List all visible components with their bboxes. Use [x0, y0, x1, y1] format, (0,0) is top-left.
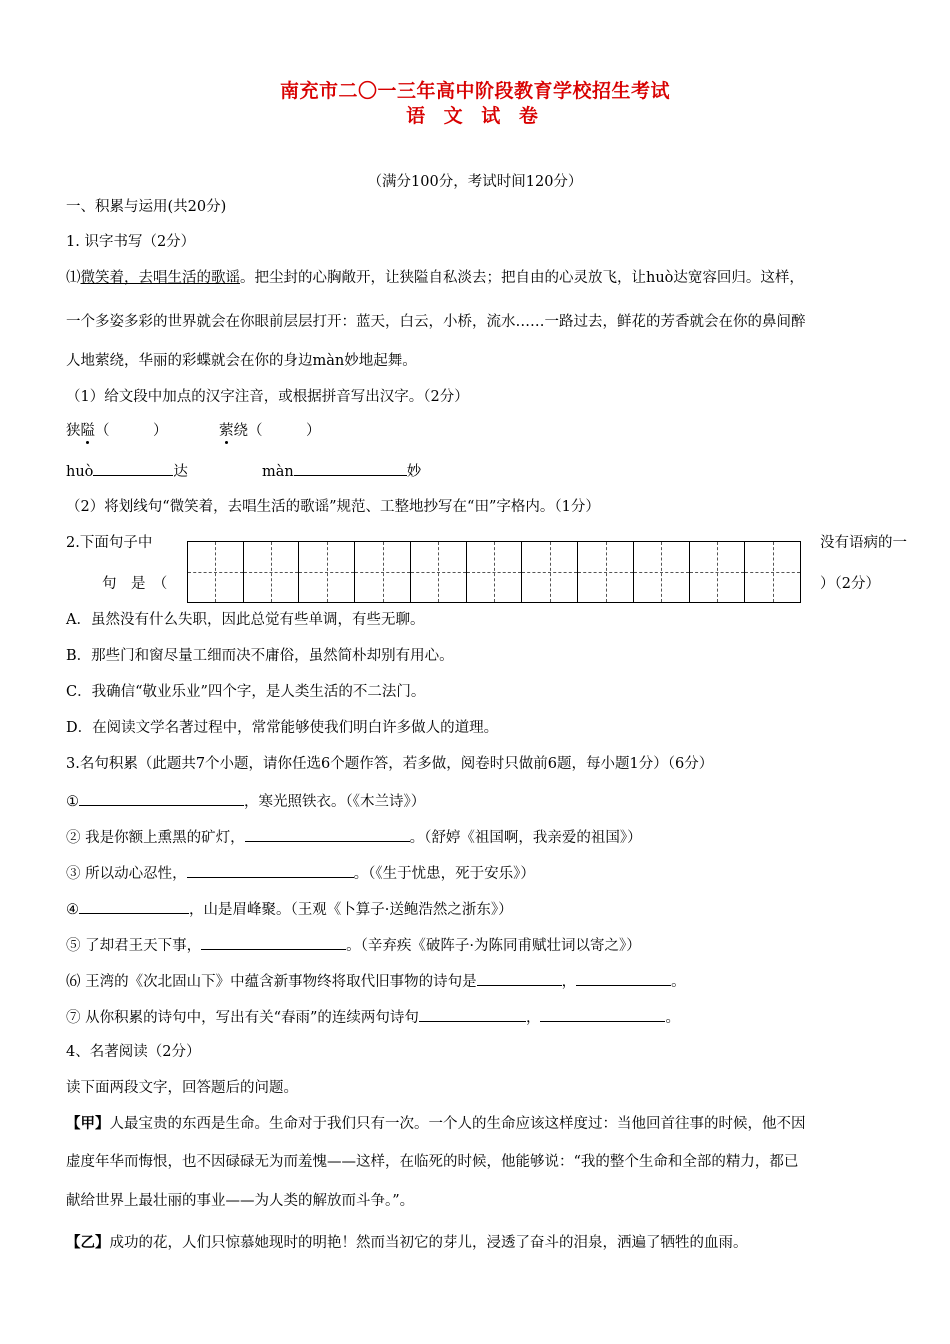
q3-item6-blank1[interactable]	[477, 970, 562, 986]
q3-item3-blank[interactable]	[187, 862, 354, 878]
grid-cell[interactable]	[522, 542, 578, 602]
q3-item7-end: 。	[665, 1010, 680, 1026]
grid-cell[interactable]	[411, 542, 467, 602]
q3-item5-blank[interactable]	[201, 934, 346, 950]
q3-item2-source: 。（舒婷《祖国啊，我亲爱的祖国》）	[409, 830, 642, 846]
pinyin2-suffix: 妙	[406, 464, 422, 480]
grid-cell[interactable]	[299, 542, 355, 602]
q3-item3-source: 。（《生于忧患，死于安乐》）	[353, 866, 535, 882]
q3-item2	[66, 826, 642, 848]
q3-item1	[66, 790, 425, 812]
word1-char1: 狭	[66, 423, 81, 439]
q3-item7-comma: ，	[525, 1010, 541, 1026]
word2-answer-blank[interactable]: （ ）	[248, 423, 321, 439]
q3-item2-text: ② 我是你额上熏黑的矿灯，	[66, 830, 245, 846]
q2-left2: 句 是 （	[102, 576, 168, 592]
grid-cell[interactable]	[355, 542, 411, 602]
q3-item7-blank2[interactable]	[540, 1006, 665, 1022]
exam-subtitle: 语 文 试 卷	[406, 105, 544, 127]
q3-item3-text: ③ 所以动心忍性，	[66, 866, 187, 882]
word1-char2-dotted: 隘	[80, 423, 95, 439]
q3-item1-blank[interactable]	[79, 790, 244, 806]
q3-item4-text: ，山是眉峰聚。（王观《卜算子·送鲍浩然之浙东》）	[189, 902, 513, 918]
exam-title: 南充市二〇一三年高中阶段教育学校招生考试	[279, 80, 670, 102]
q2-option-c[interactable]: C．我确信“敬业乐业”四个字，是人类生活的不二法门。	[66, 684, 426, 700]
q1-word2	[219, 421, 321, 441]
pinyin1-blank[interactable]	[93, 460, 173, 476]
q4-yi-label: 【乙】	[66, 1234, 110, 1251]
q2-option-a[interactable]: A．虽然没有什么失职，因此总觉有些单调，有些无聊。	[66, 612, 425, 628]
q1-word1	[66, 421, 168, 441]
q2-right1: 没有语病的一	[820, 535, 907, 551]
q1-passage-line1	[66, 268, 804, 288]
q3-item7-blank1[interactable]	[419, 1006, 526, 1022]
q1-sub2: （2）将划线句“微笑着，去唱生活的歌谣”规范、工整地抄写在“田”字格内。（1分）	[66, 499, 600, 515]
q3-item5-source: 。（辛弃疾《破阵子·为陈同甫赋壮词以寄之》）	[346, 938, 641, 954]
grid-cell[interactable]	[188, 542, 244, 602]
grid-cell[interactable]	[745, 542, 800, 602]
q2-left1: 2.下面句子中	[66, 535, 153, 551]
q4-yi-text1: 成功的花，人们只惊慕她现时的明艳！然而当初它的芽儿，浸透了奋斗的泪泉，洒遍了牺牲的血雨。	[109, 1235, 748, 1251]
q3-item4-blank[interactable]	[79, 898, 189, 914]
q3-item4	[66, 898, 513, 920]
q1-passage-line3: 人地萦绕，华丽的彩蝶就会在你的身边màn妙地起舞。	[66, 353, 417, 369]
exam-info: （满分100分，考试时间120分）	[367, 174, 583, 190]
grid-cell[interactable]	[578, 542, 634, 602]
q3-item5	[66, 934, 641, 956]
q3-heading: 3.名句积累（此题共7个小题，请你任选6个题作答，若多做，阅卷时只做前6题，每小题1分）（6分）	[66, 756, 714, 772]
q1-passage-rest: 。把尘封的心胸敞开，让狭隘自私淡去；把自由的心灵放飞，让huò达宽容回归。这样，	[240, 270, 804, 286]
q1-sub1: （1）给文段中加点的汉字注音，或根据拼音写出汉字。（2分）	[66, 389, 469, 405]
q4-yi-line1	[66, 1233, 748, 1253]
pinyin1-suffix: 达	[173, 464, 188, 480]
q3-item6-text: ⑹ 王湾的《次北固山下》中蕴含新事物终将取代旧事物的诗句是	[66, 974, 477, 990]
q4-jia-line3: 献给世界上最壮丽的事业——为人类的解放而斗争。”。	[66, 1193, 415, 1209]
q4-jia-text1: 人最宝贵的东西是生命。生命对于我们只有一次。一个人的生命应该这样度过：当他回首往事的时候，他不因	[109, 1116, 806, 1132]
q3-item7	[66, 1006, 680, 1028]
pinyin1: huò	[66, 464, 94, 480]
q3-item6-comma: ，	[561, 974, 577, 990]
q3-item5-text: ⑤ 了却君王天下事，	[66, 938, 202, 954]
word1-answer-blank[interactable]: （ ）	[95, 423, 168, 439]
q4-heading: 4、名著阅读（2分）	[66, 1044, 201, 1060]
section-1-heading: 一、积累与运用(共20分)	[66, 199, 227, 215]
q2-right2: ）（2分）	[820, 576, 880, 592]
q1-pinyin-row2	[262, 460, 421, 482]
q3-item1-num: ①	[66, 794, 79, 810]
pinyin2: màn	[262, 464, 294, 480]
grid-cell[interactable]	[467, 542, 523, 602]
tianzige-grid[interactable]	[187, 541, 801, 603]
q3-item6	[66, 970, 686, 992]
q1-mark: ⑴	[66, 270, 81, 286]
q3-item6-blank2[interactable]	[576, 970, 671, 986]
grid-cell[interactable]	[634, 542, 690, 602]
q3-item6-end: 。	[671, 974, 686, 990]
q3-item1-text: ，寒光照铁衣。（《木兰诗》）	[244, 794, 426, 810]
q1-underlined-sentence: 微笑着，去唱生活的歌谣	[80, 270, 240, 286]
word2-char1-dotted: 萦	[219, 423, 234, 439]
q3-item7-text: ⑦ 从你积累的诗句中，写出有关“春雨”的连续两句诗句	[66, 1010, 419, 1026]
grid-cell[interactable]	[244, 542, 300, 602]
q4-jia-line2: 虚度年华而悔恨，也不因碌碌无为而羞愧——这样，在临死的时候，他能够说：“我的整个生命和全部的精力，都已	[66, 1154, 799, 1170]
q4-intro: 读下面两段文字，回答题后的问题。	[66, 1080, 298, 1096]
q2-option-d[interactable]: D．在阅读文学名著过程中，常常能够使我们明白许多做人的道理。	[66, 720, 499, 736]
q1-pinyin-row	[66, 460, 188, 482]
grid-cell[interactable]	[690, 542, 746, 602]
pinyin2-blank[interactable]	[294, 460, 407, 476]
q1-passage-line2: 一个多姿多彩的世界就会在你眼前层层打开：蓝天，白云，小桥，流水……一路过去，鲜花的芳香就会在你的鼻间醉	[66, 314, 806, 330]
q3-item3	[66, 862, 535, 884]
q4-jia-label: 【甲】	[66, 1115, 110, 1132]
word2-char2: 绕	[233, 423, 248, 439]
q3-item2-blank[interactable]	[245, 826, 410, 842]
q4-jia-line1	[66, 1114, 806, 1134]
q1-heading: 1. 识字书写（2分）	[66, 234, 196, 250]
q2-option-b[interactable]: B．那些门和窗尽量工细而决不庸俗，虽然简朴却别有用心。	[66, 648, 454, 664]
q3-item4-num: ④	[66, 902, 79, 918]
